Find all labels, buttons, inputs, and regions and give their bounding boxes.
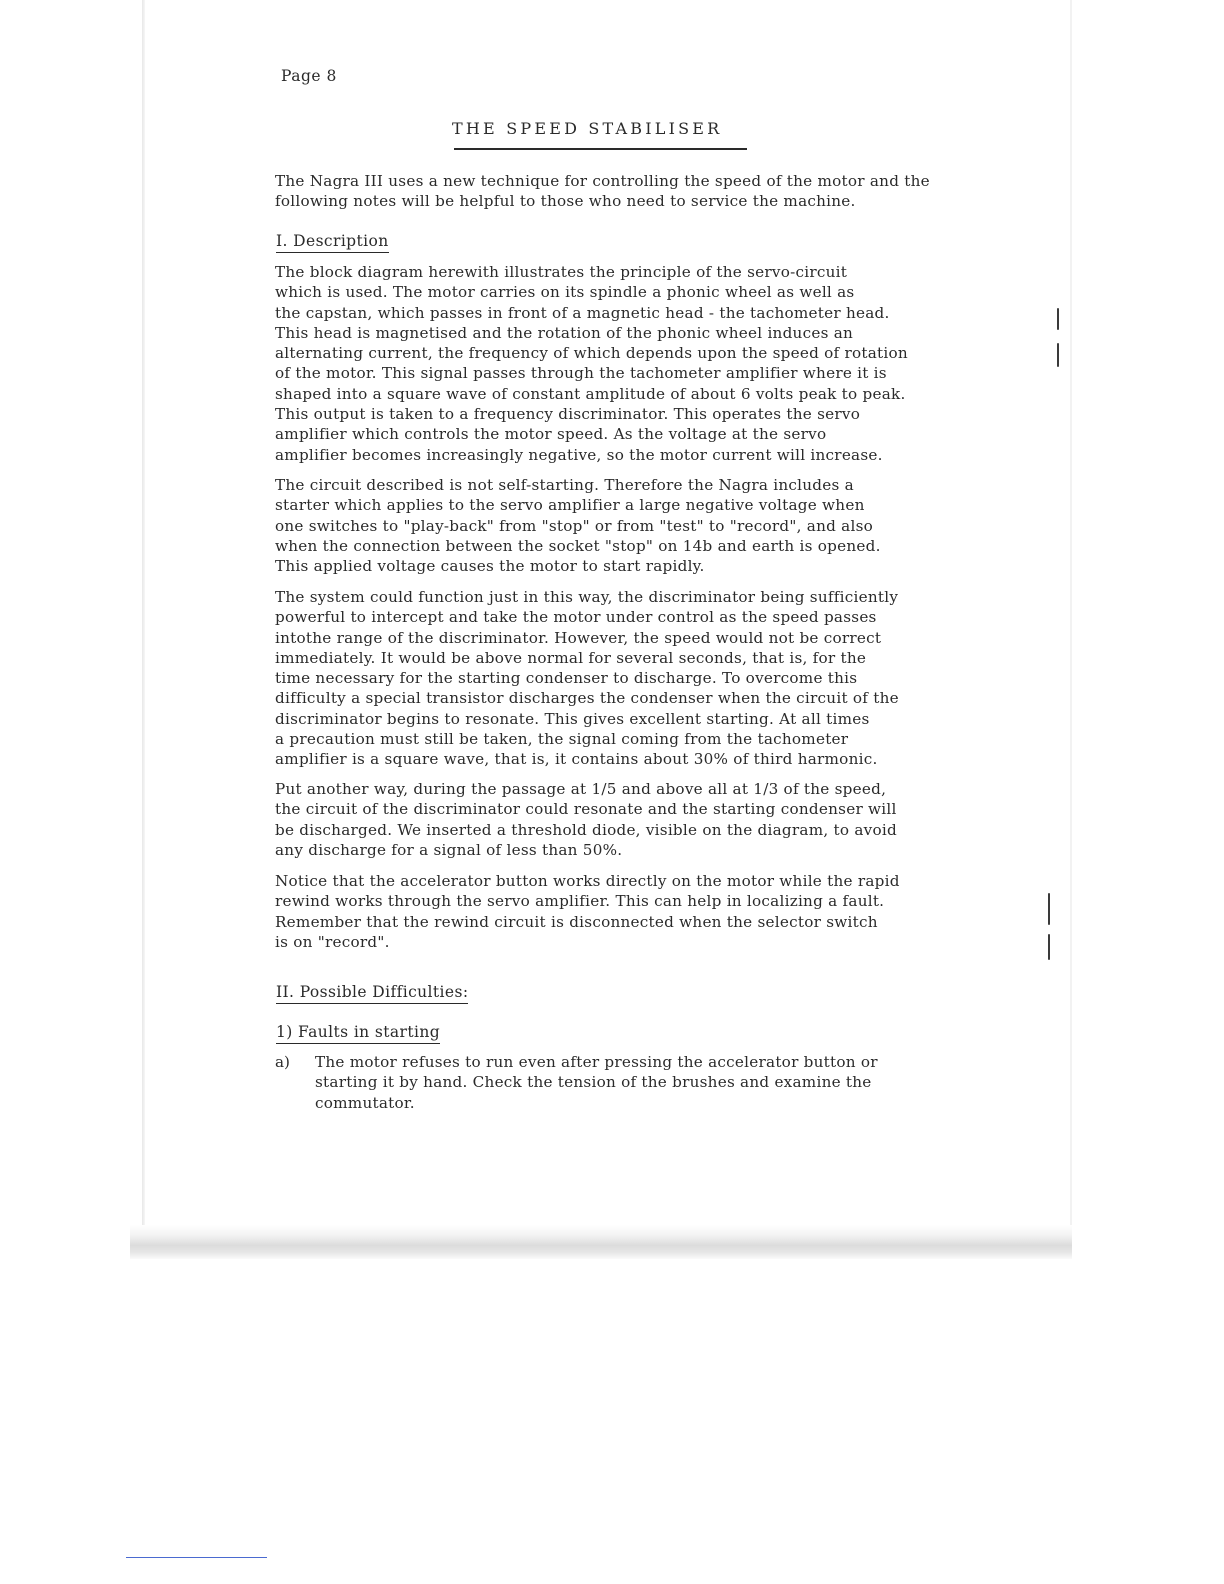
text-line: the capstan, which passes in front of a magnetic head - the tachometer head. <box>275 303 890 322</box>
text-line: amplifier becomes increasingly negative, so the motor current will increase. <box>275 445 883 464</box>
text-line: The motor refuses to run even after pressing the accelerator button or <box>315 1053 878 1071</box>
text-line: Notice that the accelerator button works directly on the motor while the rapid <box>275 872 900 890</box>
text-line: time necessary for the starting condenser to discharge. To overcome this <box>275 669 858 688</box>
margin-revision-mark <box>1057 308 1059 330</box>
text-line: the circuit of the discriminator could resonate and the starting condenser will <box>275 800 897 819</box>
text-line: intothe range of the discriminator. However, the speed would not be correct <box>275 628 882 647</box>
text-line: shaped into a square wave of constant amplitude of about 6 volts peak to peak. <box>275 384 906 403</box>
text-line: of the motor. This signal passes through the tachometer amplifier where it is <box>275 364 887 383</box>
page-number: Page 8 <box>281 67 337 85</box>
text-line: which is used. The motor carries on its spindle a phonic wheel as well as <box>275 283 855 302</box>
text-line: This applied voltage causes the motor to start rapidly. <box>275 557 705 576</box>
text-line: starter which applies to the servo amplifier a large negative voltage when <box>275 496 865 515</box>
text-line: The block diagram herewith illustrates the principle of the servo-circuit <box>275 263 848 281</box>
text-line: powerful to intercept and take the motor under control as the speed passes <box>275 608 877 627</box>
text-line: is on "record". <box>275 932 390 951</box>
scan-bottom-shadow <box>130 1225 1072 1259</box>
margin-revision-mark <box>1057 343 1059 367</box>
bottom-underline-artifact <box>126 1557 267 1558</box>
list-marker: a) <box>275 1053 290 1071</box>
margin-revision-mark <box>1048 893 1050 925</box>
page-title: THE SPEED STABILISER <box>452 119 723 138</box>
text-line: when the connection between the socket "stop" on 14b and earth is opened. <box>275 536 881 555</box>
intro-paragraph <box>275 171 1015 212</box>
description-paragraph-4 <box>275 779 1015 860</box>
text-line: commutator. <box>315 1093 415 1112</box>
text-line: one switches to "play-back" from "stop" or from "test" to "record", and also <box>275 516 874 535</box>
text-line: immediately. It would be above normal for several seconds, that is, for the <box>275 648 867 667</box>
text-line: following notes will be helpful to those who need to service the machine. <box>275 192 856 211</box>
description-paragraph-3 <box>275 587 1015 770</box>
text-line: amplifier which controls the motor speed. As the voltage at the servo <box>275 425 827 444</box>
text-line: alternating current, the frequency of which depends upon the speed of rotation <box>275 344 908 363</box>
section-heading-possible-difficulties: II. Possible Difficulties: <box>276 982 468 1002</box>
description-paragraph-2 <box>275 475 1015 576</box>
text-line: a precaution must still be taken, the signal coming from the tachometer <box>275 730 849 749</box>
description-paragraph-5 <box>275 871 1015 952</box>
text-line: The system could function just in this way, the discriminator being sufficiently <box>275 588 899 606</box>
scan-right-edge <box>1070 0 1072 1240</box>
section-heading-description: I. Description <box>276 231 389 251</box>
text-line: starting it by hand. Check the tension of the brushes and examine the <box>315 1073 872 1092</box>
text-line: This head is magnetised and the rotation of the phonic wheel induces an <box>275 323 854 342</box>
text-line: any discharge for a signal of less than 50%. <box>275 840 623 859</box>
subheading-faults-in-starting: 1) Faults in starting <box>276 1022 440 1042</box>
text-line: rewind works through the servo amplifier. This can help in localizing a fault. <box>275 892 885 911</box>
text-line: The circuit described is not self-starting. Therefore the Nagra includes a <box>275 476 854 494</box>
margin-revision-mark <box>1048 934 1050 960</box>
text-line: discriminator begins to resonate. This gives excellent starting. At all times <box>275 709 870 728</box>
scan-left-edge <box>142 0 145 1230</box>
text-line: This output is taken to a frequency discriminator. This operates the servo <box>275 405 861 424</box>
text-line: Remember that the rewind circuit is disconnected when the selector switch <box>275 912 878 931</box>
text-line: difficulty a special transistor discharges the condenser when the circuit of the <box>275 689 899 708</box>
text-line: Put another way, during the passage at 1/5 and above all at 1/3 of the speed, <box>275 780 887 798</box>
text-line: be discharged. We inserted a threshold diode, visible on the diagram, to avoid <box>275 820 897 839</box>
text-line: The Nagra III uses a new technique for controlling the speed of the motor and the <box>275 172 930 190</box>
description-paragraph-1 <box>275 262 1015 465</box>
text-line: amplifier is a square wave, that is, it contains about 30% of third harmonic. <box>275 750 878 769</box>
list-item <box>315 1052 1055 1113</box>
title-underline <box>454 148 747 150</box>
